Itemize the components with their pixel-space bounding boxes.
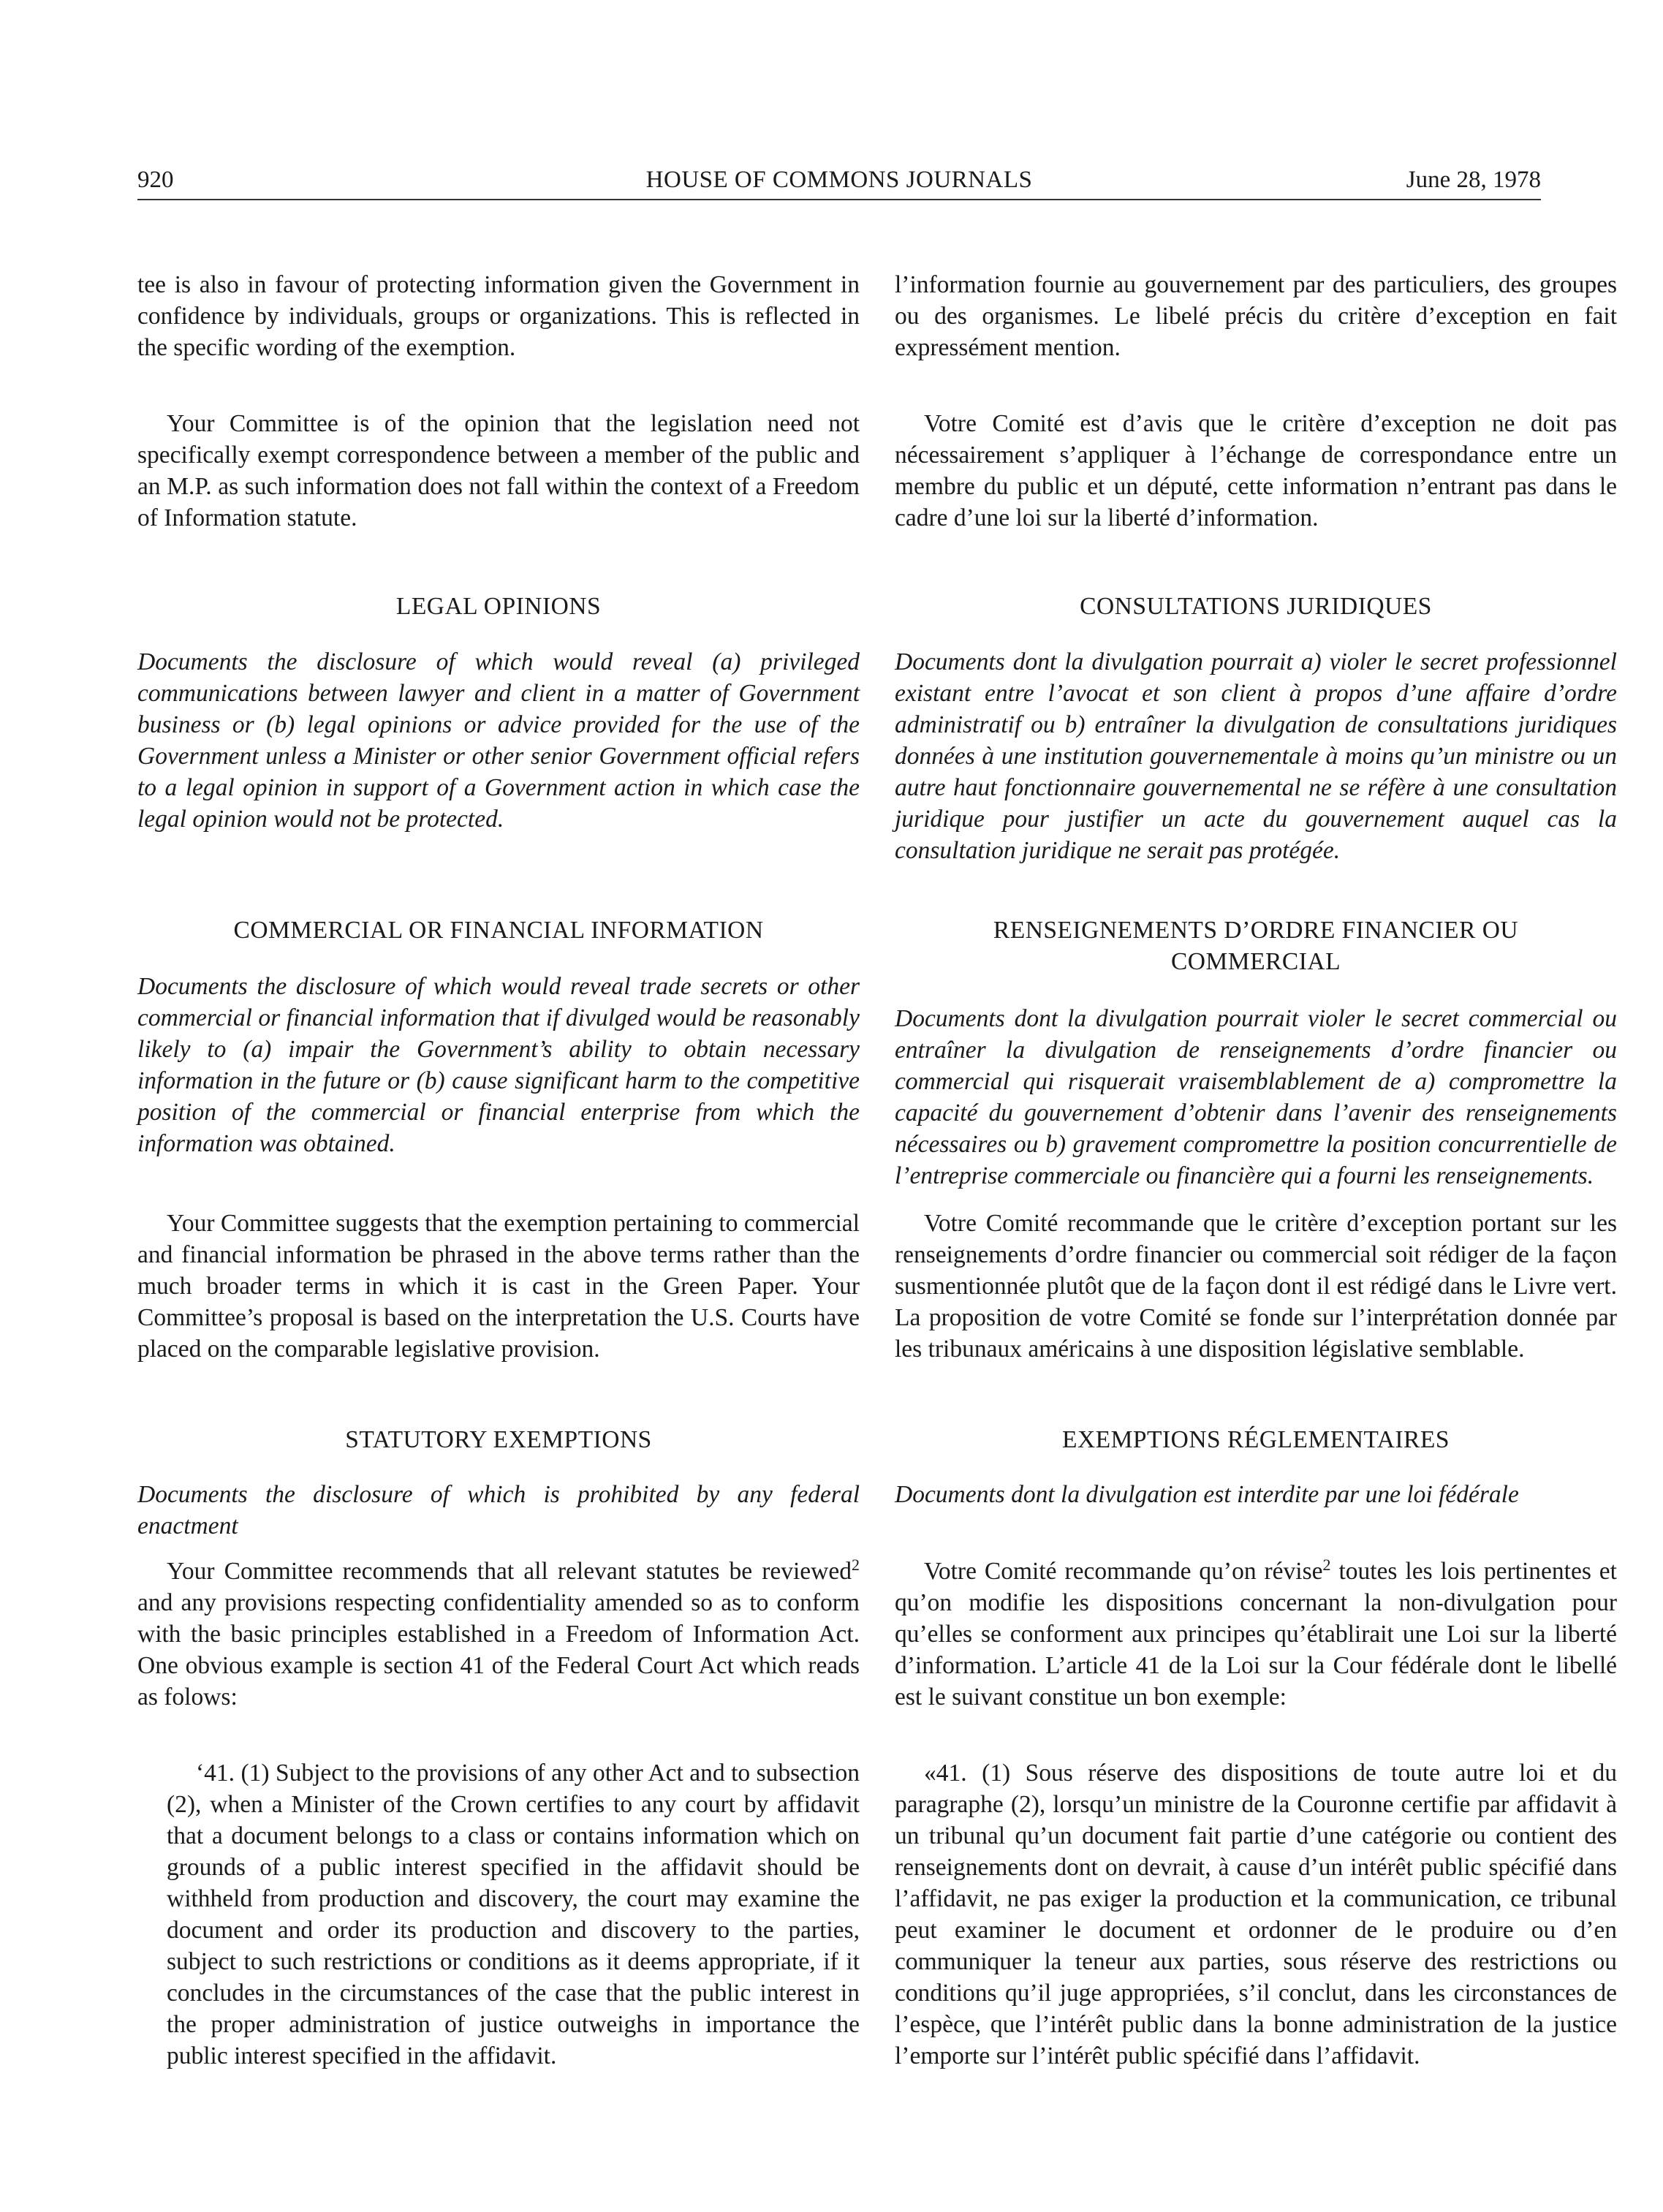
journal-title: HOUSE OF COMMONS JOURNALS	[645, 167, 1033, 193]
fr-commercial-text: Documents dont la divulgation pourrait violer le secret commercial ou entraîner la divulgation de renseignements d’ordre financier ou commercial qui risquerait vraisemblablement de a) compromettre la capacité du gouvernement d’obtenir dans l’avenir des renseignements nécessaires ou b) gravement compromettre la position concurrentielle de l’entreprise commerciale ou financière qui a fourni les renseignements.	[895, 1005, 1617, 1189]
en-legal-opinions-text: Documents the disclosure of which would reveal (a) privileged communications between lawyer and client in a matter of Government business or (b) legal opinions or advice provided for the use of the Government unless a Minister or other senior Government official refers to a legal opinion in support of a Government action in which case the legal opinion would not be protected.	[137, 648, 860, 833]
en-commercial-text: Documents the disclosure of which would reveal trade secrets or other commercial or financial information that if divulged would be reasonably likely to (a) impair the Government’s ability to obtain necessary information in the future or (b) cause significant harm to the competitive position of the commercial or financial enterprise from which the information was obtained.	[137, 973, 860, 1157]
en-statutory-paragraph	[137, 1556, 860, 1713]
en-statutory-paragraph-start: Your Committee recommends that all relevant statutes be reviewed	[167, 1558, 852, 1585]
en-statutory-paragraph-end: and any provisions respecting confidentiality amended so as to conform with the basic principles established in a Freedom of Information Act. One obvious example is section 41 of the Federal Court Act which reads as folows:	[137, 1589, 860, 1711]
running-header	[137, 164, 1541, 200]
en-intro-paragraph: tee is also in favour of protecting information given the Government in confidence by individuals, groups or organizations. This is reflected in the specific wording of the exemption.	[137, 271, 860, 361]
fr-legal-opinions-text: Documents dont la divulgation pourrait a) violer le secret professionnel existant entre l’avocat et son client à propos d’une affaire d’ordre administratif ou b) entraîner la divulgation de consultations juridiques données à une institution gouvernementale à moins qu’un ministre ou un autre haut fonctionnaire gouvernemental ne se réfère à une consultation juridique pour justifier un acte du gouvernement auquel cas la consultation juridique ne serait pas protégée.	[895, 648, 1617, 864]
fr-statutory-paragraph-start: Votre Comité recommande qu’on révise	[924, 1558, 1323, 1585]
fr-statutory-paragraph-end: toutes les lois pertinentes et qu’on modifie les dispositions concernant la non-divulgation pour qu’elles se conforment aux principes qu’établirait une Loi sur la liberté d’information. L’article 41 de la Loi sur la Cour fédérale dont le libellé est le suivant constitue un bon exemple:	[895, 1558, 1617, 1711]
fr-intro-paragraph: l’information fournie au gouvernement par des particuliers, des groupes ou des organismes. Le libelé précis du critère d’exception en fait expressément mention.	[895, 271, 1617, 361]
fr-legal-opinions-heading: CONSULTATIONS JURIDIQUES	[1080, 593, 1432, 620]
en-legal-opinions-heading: LEGAL OPINIONS	[395, 593, 602, 620]
fr-footnote-ref: 2	[1322, 1555, 1331, 1574]
header-date: June 28, 1978	[1406, 167, 1541, 193]
fr-section-41-quote: «41. (1) Sous réserve des dispositions de toute autre loi et du paragraphe (2), lorsqu’un ministre de la Couronne certifie par affidavit à un tribunal qu’un document fait partie d’une catégorie ou contient des renseignements dont on devrait, à cause d’un intérêt public spécifié dans l’affidavit, ne pas exiger la production et la communication, ce tribunal peut examiner le document et ordonner de le produire ou d’en communiquer la teneur aux parties, sous réserve des restrictions ou conditions qu’il juge appropriées, s’il conclut, dans les circonstances de l’espèce, que l’intérêt public dans la bonne administration de la justice l’emporte sur l’intérêt public spécifié dans l’affidavit.	[895, 1760, 1617, 2069]
en-statutory-heading: STATUTORY EXEMPTIONS	[345, 1426, 652, 1453]
page-number: 920	[137, 167, 174, 193]
en-commercial-paragraph: Your Committee suggests that the exemption pertaining to commercial and financial information be phrased in the above terms rather than the much broader terms in which it is cast in the Green Paper. Your Committee’s proposal is based on the interpretation the U.S. Courts have placed on the comparable legislative provision.	[137, 1210, 860, 1363]
en-correspondence-paragraph: Your Committee is of the opinion that the legislation need not specifically exempt correspondence between a member of the public and an M.P. as such information does not fall within the context of a Freedom of Information statute.	[137, 410, 860, 531]
en-footnote-ref: 2	[852, 1555, 860, 1574]
en-section-41-quote: ‘41. (1) Subject to the provisions of any other Act and to subsection (2), when a Minister of the Crown certifies to any court by affidavit that a document belongs to a class or contains information which on grounds of a public interest specified in the affidavit should be withheld from production and discovery, the court may examine the document and order its production and discovery to the parties, subject to such restrictions or conditions as it deems appropriate, if it concludes in the circumstances of the case that the public interest in the proper administration of justice outweighs in importance the public interest specified in the affidavit.	[167, 1760, 860, 2069]
en-commercial-heading: COMMERCIAL OR FINANCIAL INFORMATION	[233, 917, 764, 944]
fr-commercial-heading: RENSEIGNEMENTS D’ORDRE FINANCIER OU COMMERCIAL	[993, 917, 1519, 975]
fr-statutory-paragraph	[895, 1556, 1617, 1713]
fr-statutory-text: Documents dont la divulgation est interdite par une loi fédérale	[895, 1481, 1519, 1508]
fr-statutory-heading: EXEMPTIONS RÉGLEMENTAIRES	[1062, 1426, 1450, 1453]
en-statutory-text: Documents the disclosure of which is prohibited by any federal enactment	[137, 1481, 860, 1539]
fr-correspondence-paragraph: Votre Comité est d’avis que le critère d’exception ne doit pas nécessairement s’appliquer à l’échange de correspondance entre un membre du public et un député, cette information n’entrant pas dans le cadre d’une loi sur la liberté d’information.	[895, 410, 1617, 531]
fr-commercial-paragraph: Votre Comité recommande que le critère d’exception portant sur les renseignements d’ordre financier ou commercial soit rédiger de la façon susmentionnée plutôt que de la façon dont il est rédigé dans le Livre vert. La proposition de votre Comité se fonde sur l’interprétation donnée par les tribunaux américains à une disposition législative semblable.	[895, 1210, 1617, 1363]
